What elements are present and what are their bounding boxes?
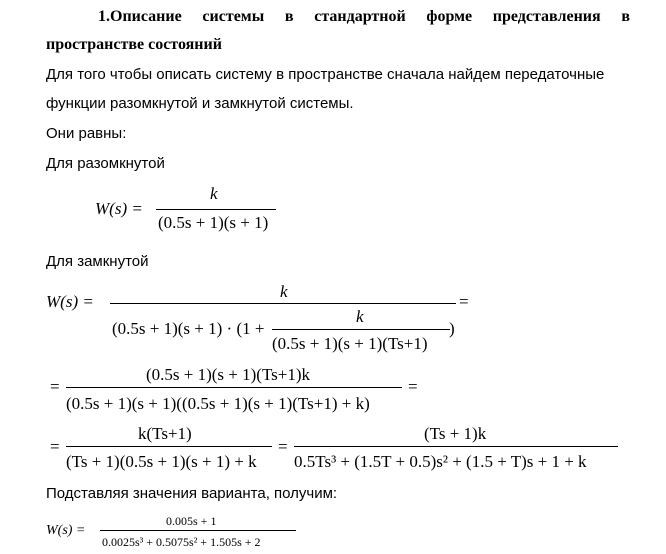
eq2-numerator: (0.5s + 1)(s + 1)(Ts+1)k xyxy=(146,365,311,384)
substitute-text: Подставляя значения варианта, получим: xyxy=(46,485,338,502)
final-denominator: 0.0025s³ + 0.5075s² + 1.505s + 2 xyxy=(102,535,261,549)
eq2-denominator: (0.5s + 1)(s + 1)((0.5s + 1)(s + 1)(Ts+1) + k) xyxy=(66,394,370,413)
eq3-fraction-bar-2 xyxy=(294,446,618,447)
eq1-lhs: W(s) = xyxy=(46,292,94,311)
eq1-denominator-right: ) xyxy=(449,319,455,338)
eq3-numerator-2: (Ts + 1)k xyxy=(424,424,487,443)
eq2-rhs: = xyxy=(408,377,418,396)
open-loop-fraction-bar xyxy=(156,209,276,210)
final-lhs: W(s) = xyxy=(46,523,86,538)
closed-loop-label: Для замкнутой xyxy=(46,253,149,270)
eq1-rhs: = xyxy=(459,292,469,311)
open-loop-lhs: W(s) = xyxy=(95,199,143,218)
eq2-fraction-bar xyxy=(66,387,402,388)
eq3-denominator-2: 0.5Ts³ + (1.5T + 0.5)s² + (1.5 + T)s + 1 + k xyxy=(294,452,587,471)
eq3-fraction-bar-1 xyxy=(66,446,272,447)
intro-line-1: Для того чтобы описать систему в пространстве сначала найдем передаточные xyxy=(46,66,605,83)
final-numerator: 0.005s + 1 xyxy=(166,514,217,528)
section-heading-line-1: 1.Описание системы в стандартной форме представления в xyxy=(98,8,630,25)
open-loop-label: Для разомкнутой xyxy=(46,155,165,172)
intro-line-2: функции разомкнутой и замкнутой системы. xyxy=(46,95,354,112)
eq3-lhs: = xyxy=(50,437,60,456)
open-loop-numerator: k xyxy=(210,184,218,203)
open-loop-denominator: (0.5s + 1)(s + 1) xyxy=(158,213,269,232)
section-heading-line-2: пространстве состояний xyxy=(46,36,222,53)
eq3-equals: = xyxy=(278,437,288,456)
eq3-numerator-1: k(Ts+1) xyxy=(138,424,192,443)
eq1-inner-numerator: k xyxy=(356,307,364,326)
eq3-denominator-1: (Ts + 1)(0.5s + 1)(s + 1) + k xyxy=(66,452,257,471)
eq2-lhs: = xyxy=(50,377,60,396)
eq1-numerator: k xyxy=(280,282,288,301)
eq1-inner-denominator: (0.5s + 1)(s + 1)(Ts+1) xyxy=(272,334,428,353)
eq1-denominator-left: (0.5s + 1)(s + 1) · (1 + xyxy=(112,319,265,338)
they-are-text: Они равны: xyxy=(46,125,127,142)
eq1-inner-fraction-bar xyxy=(272,329,450,330)
eq1-main-fraction-bar xyxy=(110,303,456,304)
final-fraction-bar xyxy=(100,530,296,531)
